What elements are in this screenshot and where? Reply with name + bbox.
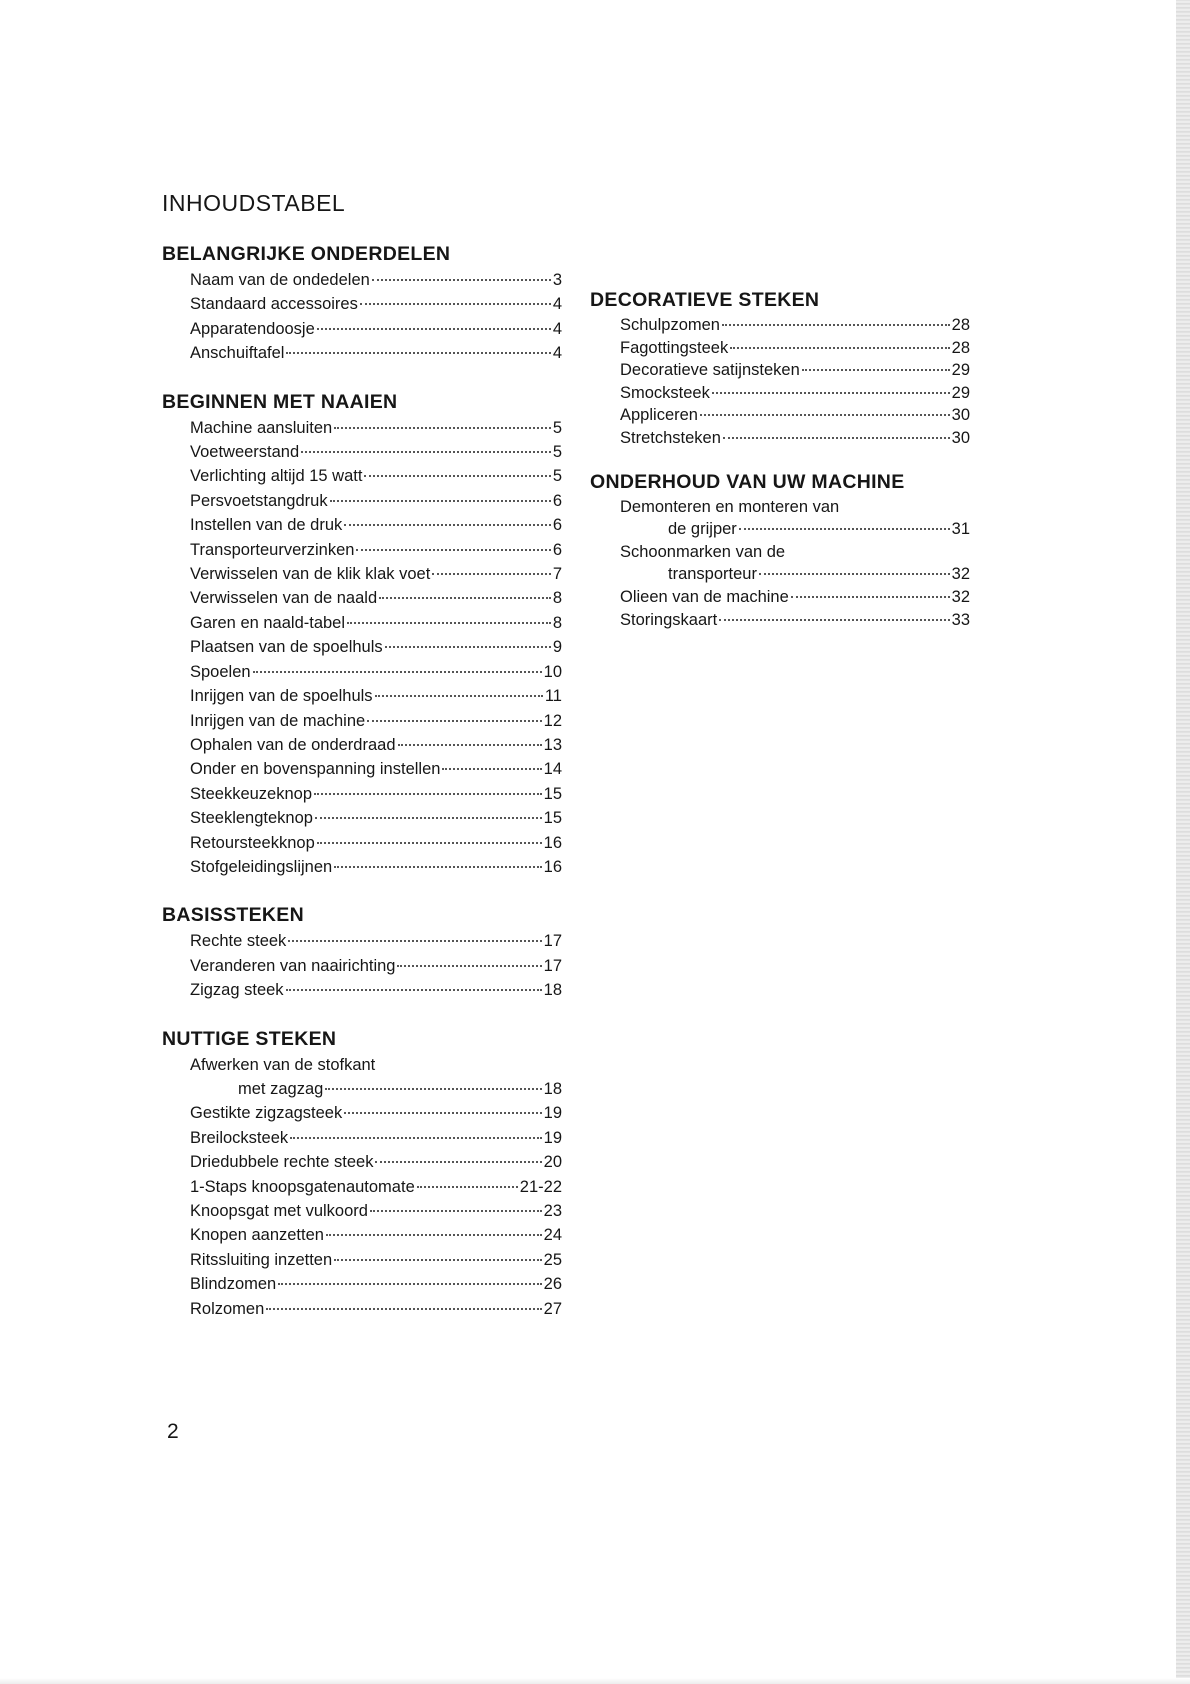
entry-title: Knoopsgat met vulkoord — [190, 1202, 368, 1220]
entry-page-number: 13 — [543, 735, 562, 754]
entry-title: Anschuiftafel — [190, 344, 285, 363]
toc-entry[interactable] — [190, 489, 562, 513]
toc-entry[interactable] — [620, 586, 970, 609]
entry-page-number: 28 — [951, 338, 970, 357]
entry-page-number: 20 — [543, 1153, 562, 1172]
toc-entry[interactable] — [620, 609, 970, 632]
toc-entry[interactable] — [190, 416, 562, 440]
dot-leader — [317, 328, 551, 330]
entry-title: Garen en naald-tabel — [190, 613, 346, 632]
dot-leader — [802, 369, 950, 371]
dot-leader — [317, 842, 542, 844]
entry-page-number: 16 — [543, 857, 562, 876]
entry-page-number: 32 — [951, 565, 970, 584]
entry-title: Retoursteekknop — [190, 833, 315, 852]
toc-entry[interactable] — [190, 782, 562, 806]
dot-leader — [266, 1308, 541, 1310]
entry-page-number: 30 — [951, 428, 970, 447]
entry-title: Stretchsteken — [620, 428, 721, 447]
toc-entry[interactable] — [620, 337, 970, 360]
entry-page-number: 27 — [543, 1299, 562, 1318]
entry-page-number: 17 — [543, 956, 562, 975]
dot-leader — [370, 1210, 542, 1212]
toc-entry-continuation[interactable] — [620, 563, 970, 586]
dot-leader — [347, 622, 551, 624]
entry-page-number: 4 — [552, 319, 562, 338]
dot-leader — [722, 324, 950, 326]
entry-title: Breilocksteek — [190, 1128, 289, 1147]
toc-entry[interactable] — [190, 1297, 562, 1321]
toc-section — [162, 242, 562, 366]
section-entries — [590, 496, 970, 632]
toc-entry[interactable] — [190, 635, 562, 659]
dot-leader — [278, 1283, 541, 1285]
toc-entry[interactable] — [190, 562, 562, 586]
page-number: 2 — [167, 1420, 179, 1443]
toc-entry[interactable] — [190, 806, 562, 830]
toc-entry[interactable] — [190, 1223, 562, 1247]
entry-page-number: 26 — [543, 1275, 562, 1294]
section-heading: NUTTIGE STEKEN — [162, 1027, 337, 1050]
toc-entry[interactable] — [190, 709, 562, 733]
section-entries — [162, 268, 562, 366]
toc-entry[interactable] — [190, 513, 562, 537]
toc-section — [162, 1027, 562, 1321]
entry-page-number: 18 — [543, 1079, 562, 1098]
entry-page-number: 14 — [543, 760, 562, 779]
toc-entry[interactable] — [190, 1101, 562, 1125]
dot-leader — [344, 1112, 541, 1114]
toc-entry[interactable] — [190, 1175, 562, 1199]
entry-title: Storingskaart — [620, 610, 718, 629]
section-heading: DECORATIEVE STEKEN — [590, 289, 820, 311]
entry-title: Afwerken van de stofkant — [190, 1055, 376, 1074]
entry-page-number: 19 — [543, 1104, 562, 1123]
dot-leader — [712, 392, 950, 394]
entry-page-number: 6 — [552, 491, 562, 510]
toc-entry[interactable] — [620, 404, 970, 427]
entry-title: Schulpzomen — [620, 316, 720, 334]
entry-title: Ritssluiting inzetten — [190, 1250, 333, 1269]
toc-entry[interactable] — [190, 684, 562, 708]
toc-entry[interactable] — [190, 757, 562, 781]
toc-entry[interactable] — [190, 440, 562, 464]
toc-entry[interactable] — [620, 382, 970, 405]
entry-page-number: 28 — [951, 316, 970, 334]
toc-entry[interactable] — [190, 978, 562, 1002]
entry-title: Blindzomen — [190, 1275, 277, 1294]
toc-entry[interactable] — [190, 1272, 562, 1296]
entry-title-continuation: transporteur — [668, 565, 757, 584]
entry-page-number: 19 — [543, 1128, 562, 1147]
toc-entry[interactable] — [190, 464, 562, 488]
dot-leader — [398, 744, 542, 746]
entry-title: 1-Staps knoopsgatenautomate — [190, 1177, 415, 1196]
entry-title: Rechte steek — [190, 932, 287, 951]
entry-title: Naam van de ondedelen — [190, 271, 370, 289]
dot-leader — [759, 573, 950, 575]
toc-entry[interactable] — [190, 341, 562, 365]
toc-entry[interactable] — [190, 954, 562, 978]
dot-leader — [375, 1161, 541, 1163]
dot-leader — [791, 596, 950, 598]
entry-page-number: 5 — [552, 443, 562, 462]
entry-page-number: 17 — [543, 932, 562, 951]
section-entries — [590, 314, 970, 450]
dot-leader — [314, 793, 542, 795]
entry-page-number: 23 — [543, 1202, 562, 1220]
dot-leader — [442, 768, 541, 770]
toc-entry[interactable] — [620, 314, 970, 337]
toc-section — [590, 288, 970, 450]
entry-title: Decoratieve satijnsteken — [620, 361, 800, 380]
toc-entry[interactable] — [190, 268, 562, 292]
toc-entry[interactable] — [190, 586, 562, 610]
dot-leader — [385, 646, 551, 648]
dot-leader — [286, 352, 550, 354]
entry-title: Driedubbele rechte steek — [190, 1153, 374, 1172]
dot-leader — [432, 573, 551, 575]
entry-page-number: 15 — [543, 784, 562, 803]
dot-leader — [367, 720, 541, 722]
entry-title-continuation: de grijper — [668, 520, 737, 539]
dot-leader — [356, 549, 550, 551]
toc-right-column — [590, 288, 970, 651]
entry-page-number: 31 — [951, 520, 970, 539]
dot-leader — [334, 866, 541, 868]
entry-page-number: 3 — [552, 271, 562, 289]
dot-leader — [700, 414, 950, 416]
toc-entry[interactable] — [190, 1150, 562, 1174]
dot-leader — [290, 1137, 542, 1139]
toc-entry[interactable] — [620, 496, 970, 519]
entry-title: Persvoetstangdruk — [190, 491, 328, 510]
dot-leader — [344, 524, 551, 526]
toc-section — [162, 390, 562, 880]
entry-page-number: 15 — [543, 809, 562, 828]
dot-leader — [379, 597, 551, 599]
entry-title: Fagottingsteek — [620, 338, 729, 357]
entry-page-number: 11 — [544, 687, 562, 706]
dot-leader — [330, 500, 551, 502]
toc-entry[interactable] — [190, 538, 562, 562]
entry-page-number: 24 — [543, 1226, 562, 1245]
toc-entry[interactable] — [620, 359, 970, 382]
toc-entry[interactable] — [190, 831, 562, 855]
section-entries — [162, 416, 562, 880]
entry-title: Instellen van de druk — [190, 516, 343, 535]
toc-entry[interactable] — [190, 733, 562, 757]
entry-page-number: 9 — [552, 638, 562, 657]
toc-entry[interactable] — [190, 1199, 562, 1223]
entry-title: Plaatsen van de spoelhuls — [190, 638, 383, 657]
entry-title: Demonteren en monteren van — [620, 497, 840, 516]
dot-leader — [325, 1088, 541, 1090]
dot-leader — [364, 475, 550, 477]
entry-page-number: 5 — [552, 467, 562, 486]
entry-title: Inrijgen van de machine — [190, 711, 366, 730]
entry-page-number: 32 — [951, 587, 970, 606]
entry-title: Apparatendoosje — [190, 319, 315, 338]
dot-leader — [334, 1259, 541, 1261]
dot-leader — [723, 437, 950, 439]
entry-title: Gestikte zigzagsteek — [190, 1104, 343, 1123]
toc-entry[interactable] — [190, 1126, 562, 1150]
dot-leader — [719, 619, 949, 621]
entry-title: Transporteurverzinken — [190, 540, 355, 559]
dot-leader — [288, 940, 541, 942]
toc-entry[interactable] — [190, 929, 562, 953]
scanned-bottom-edge — [0, 1678, 1190, 1684]
entry-title: Steeklengteknop — [190, 809, 313, 828]
toc-left-column — [162, 242, 562, 1345]
toc-section — [162, 903, 562, 1002]
entry-page-number: 16 — [543, 833, 562, 852]
entry-page-number: 10 — [543, 662, 562, 681]
entry-title: Voetweerstand — [190, 443, 300, 462]
entry-title: Spoelen — [190, 662, 251, 681]
entry-page-number: 29 — [951, 361, 970, 380]
toc-entry[interactable] — [190, 611, 562, 635]
toc-entry[interactable] — [190, 660, 562, 684]
dot-leader — [253, 671, 542, 673]
dot-leader — [360, 303, 551, 305]
entry-title: Verwisselen van de naald — [190, 589, 378, 608]
entry-page-number: 6 — [552, 540, 562, 559]
entry-title: Verwisselen van de klik klak voet — [190, 565, 431, 584]
section-heading: BASISSTEKEN — [162, 904, 304, 927]
section-entries — [162, 1053, 562, 1321]
section-heading: ONDERHOUD VAN UW MACHINE — [590, 470, 905, 493]
toc-entry[interactable] — [190, 292, 562, 316]
toc-entry[interactable] — [190, 1248, 562, 1272]
dot-leader — [286, 989, 542, 991]
entry-title: Zigzag steek — [190, 981, 284, 1000]
entry-title: Inrijgen van de spoelhuls — [190, 687, 373, 706]
entry-title: Olieen van de machine — [620, 587, 789, 606]
dot-leader — [730, 347, 949, 349]
dot-leader — [417, 1186, 518, 1188]
entry-title: Knopen aanzetten — [190, 1226, 324, 1245]
entry-page-number: 6 — [552, 516, 562, 535]
entry-title-continuation: met zagzag — [238, 1079, 324, 1098]
scanned-page-edge — [1176, 0, 1190, 1684]
entry-page-number: 12 — [543, 711, 562, 730]
toc-entry[interactable] — [190, 317, 562, 341]
dot-leader — [372, 279, 551, 281]
entry-title: Smocksteek — [620, 383, 710, 402]
entry-page-number: 8 — [552, 613, 562, 632]
entry-title: Standaard accessoires — [190, 295, 358, 314]
section-heading: BEGINNEN MET NAAIEN — [162, 390, 398, 413]
dot-leader — [375, 695, 543, 697]
section-entries — [162, 929, 562, 1002]
entry-page-number: 29 — [951, 383, 970, 402]
entry-title: Appliceren — [620, 406, 698, 425]
toc-entry[interactable] — [190, 855, 562, 879]
toc-entry[interactable] — [620, 541, 970, 564]
entry-page-number: 33 — [951, 610, 970, 629]
document-title: INHOUDSTABEL — [162, 190, 346, 216]
entry-title: Ophalen van de onderdraad — [190, 735, 396, 754]
dot-leader — [739, 528, 950, 530]
entry-title: Veranderen van naairichting — [190, 956, 396, 975]
entry-page-number: 4 — [552, 344, 562, 363]
entry-title: Rolzomen — [190, 1299, 265, 1318]
section-heading: BELANGRIJKE ONDERDELEN — [162, 243, 451, 265]
entry-title: Machine aansluiten — [190, 418, 333, 437]
entry-title: Onder en bovenspanning instellen — [190, 760, 441, 779]
toc-section — [590, 470, 970, 632]
entry-page-number: 7 — [552, 565, 562, 584]
entry-page-number: 25 — [543, 1250, 562, 1269]
dot-leader — [315, 817, 542, 819]
entry-title: Steekkeuzeknop — [190, 784, 313, 803]
dot-leader — [301, 451, 551, 453]
toc-entry[interactable] — [620, 427, 970, 450]
toc-entry-continuation[interactable] — [620, 518, 970, 541]
entry-title: Schoonmarken van de — [620, 542, 786, 561]
entry-page-number: 8 — [552, 589, 562, 608]
toc-entry[interactable] — [190, 1053, 562, 1077]
entry-page-number: 4 — [552, 295, 562, 314]
dot-leader — [397, 965, 541, 967]
dot-leader — [334, 427, 551, 429]
entry-page-number: 18 — [543, 981, 562, 1000]
entry-page-number: 30 — [951, 406, 970, 425]
entry-page-number: 5 — [552, 418, 562, 437]
entry-title: Verlichting altijd 15 watt — [190, 467, 363, 486]
entry-title: Stofgeleidingslijnen — [190, 857, 333, 876]
toc-entry-continuation[interactable] — [190, 1077, 562, 1101]
dot-leader — [326, 1234, 542, 1236]
entry-page-number: 21-22 — [519, 1177, 562, 1196]
